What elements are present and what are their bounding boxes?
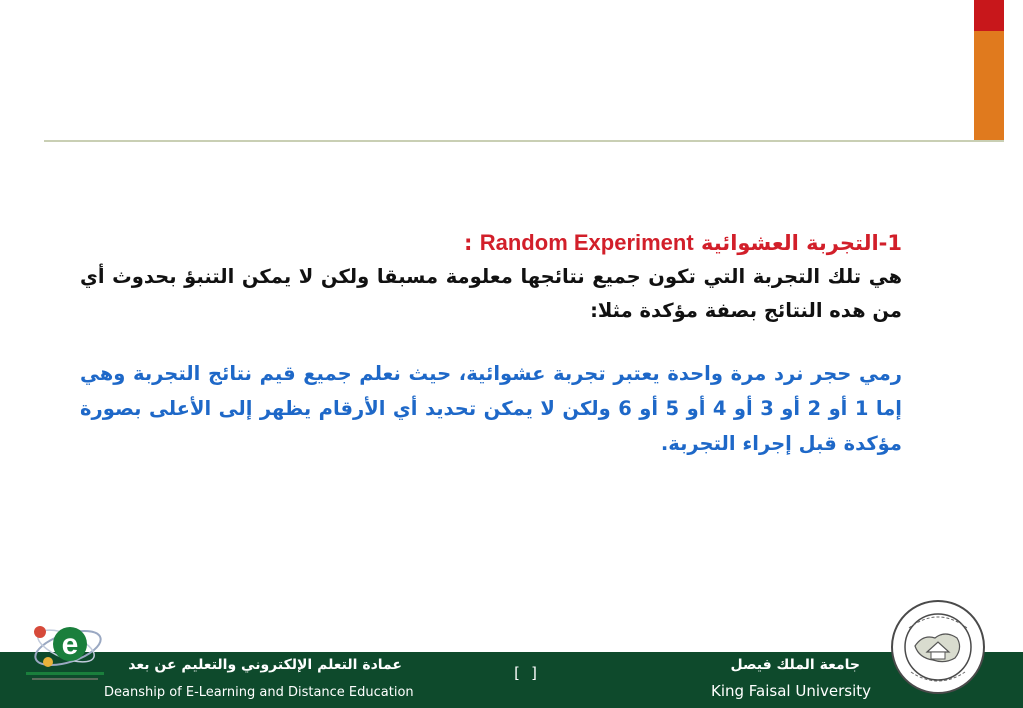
slide-heading xyxy=(80,226,902,260)
footer-page-number: [ ] xyxy=(512,664,540,682)
heading-english: Random Experiment xyxy=(479,230,694,255)
heading-arabic: 1-التجربة العشوائية xyxy=(701,231,902,255)
accent-bar-top xyxy=(974,0,1004,31)
footer-university-arabic: جامعة الملك فيصل xyxy=(730,657,860,673)
elearning-logo-icon xyxy=(18,610,110,690)
header-divider xyxy=(44,140,1004,142)
footer-university-english: King Faisal University xyxy=(711,682,872,700)
footer-deanship-arabic: عمادة التعلم الإلكتروني والتعليم عن بعد xyxy=(128,657,402,673)
example-paragraph: رمي حجر نرد مرة واحدة يعتبر تجربة عشوائية، حيث نعلم جميع قيم نتائج التجربة وهي إما 1 أو 2 أو 3 أو 4 أو 5 أو 6 ولكن لا يمكن تحديد أي الأرقام يظهر إلى الأعلى بصورة مؤكدة قبل إجراء التجربة. xyxy=(80,362,902,455)
kfu-seal-icon xyxy=(889,598,987,696)
footer-deanship-english: Deanship of E-Learning and Distance Education xyxy=(104,685,414,700)
svg-text:e: e xyxy=(61,628,79,661)
definition-paragraph: هي تلك التجربة التي تكون جميع نتائجها معلومة مسبقا ولكن لا يمكن التنبؤ بحدوث أي من هده النتائج بصفة مؤكدة مثلا: xyxy=(80,265,902,322)
slide-content xyxy=(80,226,902,461)
heading-colon: : xyxy=(464,231,473,255)
